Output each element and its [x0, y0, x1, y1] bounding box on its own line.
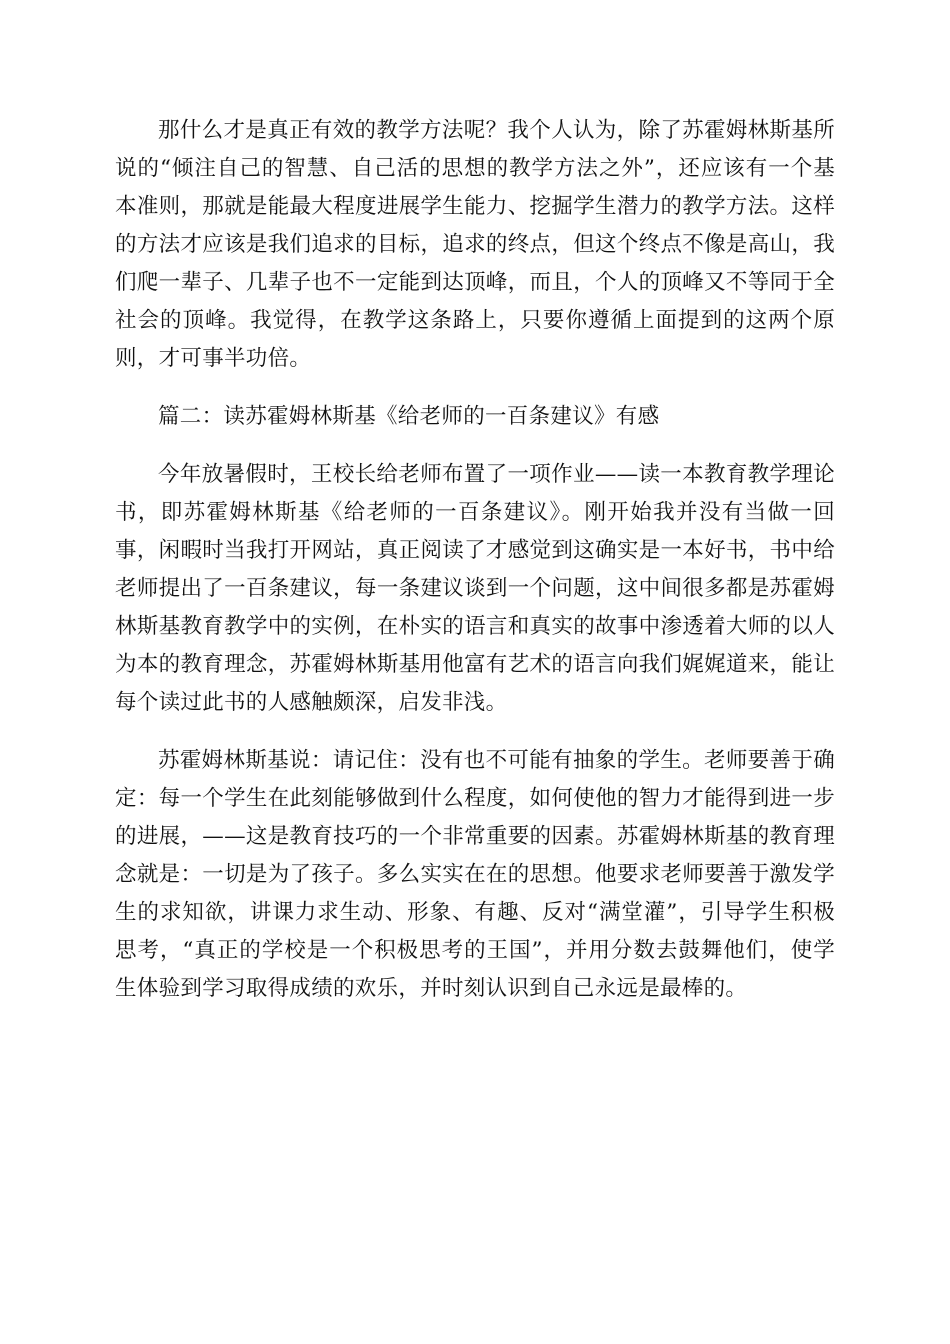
document-body — [115, 112, 835, 1008]
section-heading: 篇二：读苏霍姆林斯基《给老师的一百条建议》有感 — [158, 404, 660, 429]
paragraph-summer-reading-assignment: 今年放暑假时，王校长给老师布置了一项作业——读一本教育教学理论书，即苏霍姆林斯基《给老师的一百条建议》。刚开始我并没有当做一回事，闲暇时当我打开网站，真正阅读了才感觉到这确实是一本好书，书中给老师提出了一百条建议，每一条建议谈到一个问题，这中间很多都是苏霍姆林斯基教育教学中的实例，在朴实的语言和真实的故事中渗透着大师的以人为本的教育理念，苏霍姆林斯基用他富有艺术的语言向我们娓娓道来，能让每个读过此书的人感触颇深，启发非浅。 — [115, 462, 835, 715]
paragraph-sukhomlinsky-quote: 苏霍姆林斯基说：请记住：没有也不可能有抽象的学生。老师要善于确定：每一个学生在此刻能够做到什么程度，如何使他的智力才能得到进一步的进展，——这是教育技巧的一个非常重要的因素。苏霍姆林斯基的教育理念就是：一切是为了孩子。多么实实在在的思想。他要求老师要善于激发学生的求知欲，讲课力求生动、形象、有趣、反对“满堂灌”，引导学生积极思考，“真正的学校是一个积极思考的王国”，并用分数去鼓舞他们，使学生体验到学习取得成绩的欢乐，并时刻认识到自己永远是最棒的。 — [115, 748, 835, 1001]
paragraph-effective-teaching-method: 那什么才是真正有效的教学方法呢？我个人认为，除了苏霍姆林斯基所说的“倾注自己的智慧、自己活的思想的教学方法之外”，还应该有一个基本准则，那就是能最大程度进展学生能力、挖掘学生潜力的教学方法。这样的方法才应该是我们追求的目标，追求的终点，但这个终点不像是高山，我们爬一辈子、几辈子也不一定能到达顶峰，而且，个人的顶峰又不等同于全社会的顶峰。我觉得，在教学这条路上，只要你遵循上面提到的这两个原则，才可事半功倍。 — [115, 118, 835, 371]
